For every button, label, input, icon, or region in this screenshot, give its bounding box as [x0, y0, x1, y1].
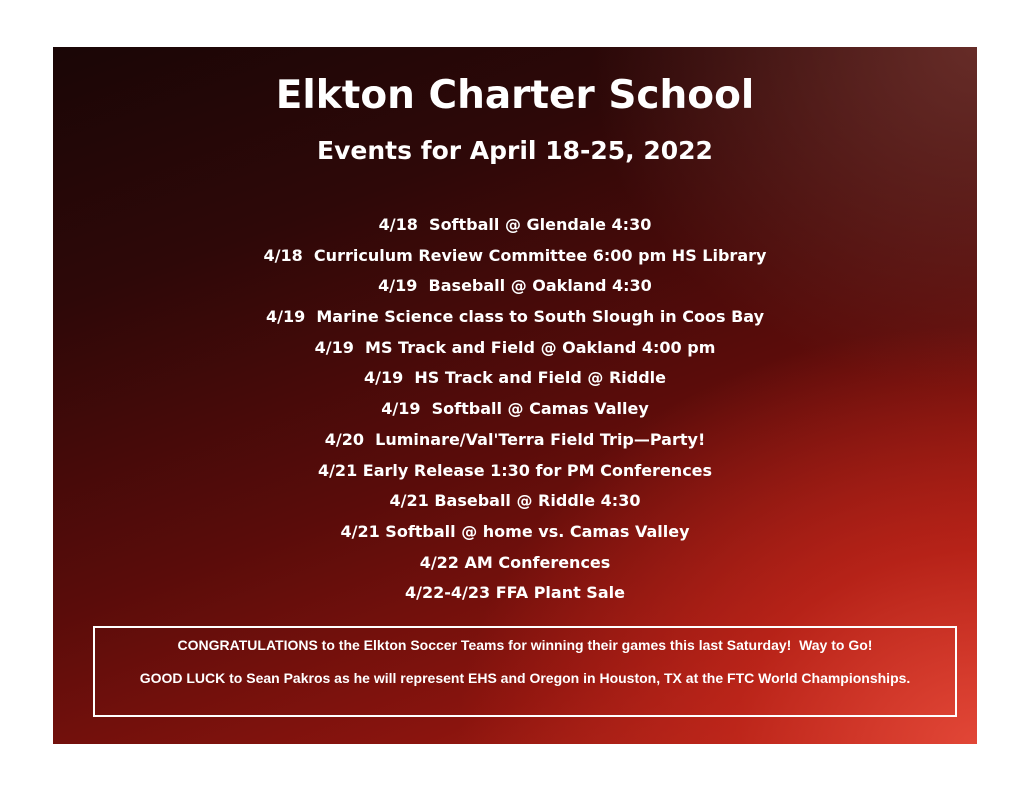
event-item: 4/21 Softball @ home vs. Camas Valley	[340, 521, 690, 541]
event-item: 4/19 Baseball @ Oakland 4:30	[378, 276, 652, 296]
event-item: 4/18 Curriculum Review Committee 6:00 pm HS Library	[263, 245, 767, 265]
good-luck-text: GOOD LUCK to Sean Pakros as he will represent EHS and Oregon in Houston, TX at the FTC World Championships.	[139, 670, 911, 686]
event-item: 4/22-4/23 FFA Plant Sale	[405, 583, 625, 603]
event-poster	[53, 47, 977, 744]
event-item: 4/21 Baseball @ Riddle 4:30	[389, 491, 641, 511]
event-item: 4/20 Luminare/Val'Terra Field Trip—Party!	[324, 429, 706, 449]
event-item: 4/18 Softball @ Glendale 4:30	[378, 215, 652, 234]
event-item: 4/22 AM Conferences	[419, 552, 611, 572]
events-list	[53, 210, 977, 609]
congratulations-text: CONGRATULATIONS to the Elkton Soccer Teams for winning their games this last Saturday! Way to Go!	[177, 637, 873, 653]
event-item: 4/19 HS Track and Field @ Riddle	[363, 368, 666, 388]
event-item: 4/21 Early Release 1:30 for PM Conferences	[317, 460, 713, 480]
event-item: 4/19 Softball @ Camas Valley	[381, 399, 649, 419]
page-title: Elkton Charter School	[275, 73, 755, 118]
event-item: 4/19 MS Track and Field @ Oakland 4:00 pm	[314, 337, 716, 357]
announcement-box	[93, 626, 957, 717]
event-item: 4/19 Marine Science class to South Slough in Coos Bay	[265, 307, 765, 327]
page-subtitle: Events for April 18-25, 2022	[317, 136, 713, 165]
